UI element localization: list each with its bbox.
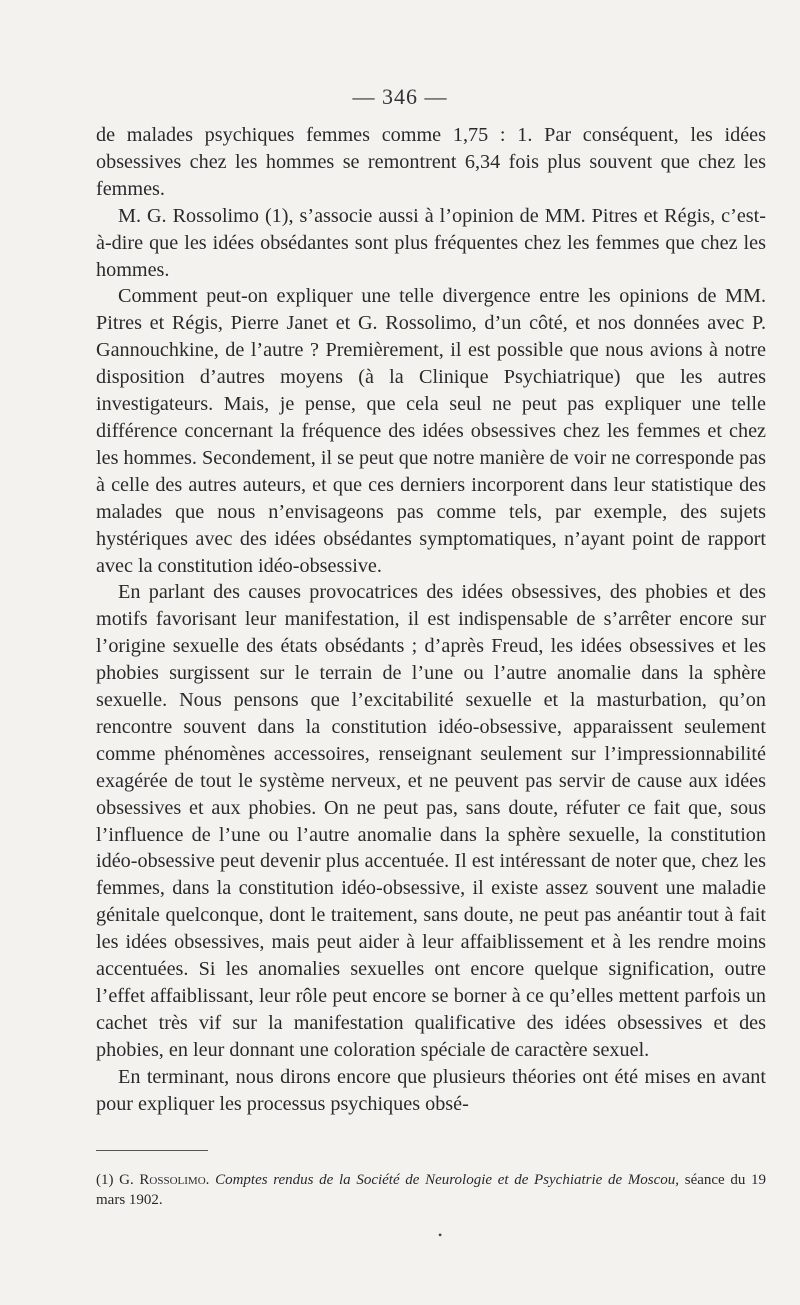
paragraph-4: En parlant des causes provocatrices des idées obsessives, des phobies et des motifs favorisant leur manifestation, il est indispensable de s’arrêter encore sur l’origine sexuelle des états obsédants ; d’après Freud, les idées obsessives et les phobies surgissent sur le terrain de l’une ou l’autre anomalie dans la sphère sexuelle. Nous pensons que l’excitabilité sexuelle et la masturbation, qu’on rencontre souvent dans la constitution idéo-obsessive, apparaissent seulement comme phénomènes accessoires, renseignant seulement sur l’impressionnabilité exagérée de tout le système nerveux, et ne peuvent pas servir de cause aux idées obsessives et aux phobies. On ne peut pas, sans doute, réfuter ce fait que, sous l’influence de l’une ou l’autre anomalie dans la sphère sexuelle, la constitution idéo-obsessive peut devenir plus accentuée. Il est intéressant de noter que, chez les femmes, dans la constitution idéo-obsessive, il existe assez souvent une maladie génitale quelconque, dont le traitement, sans doute, ne peut pas anéantir tout à fait les idées obsessives, mais peut aider à leur affaiblissement et à les rendre moins accentuées. Si les anomalies sexuelles ont encore quelque signification, outre l’effet affaiblissant, leur rôle peut encore se borner à ce qu’elles mettent parfois un cachet très vif sur la manifestation qualificative des idées obsessives et des phobies, en leur donnant une coloration spéciale de caractère sexuel. [96,581,766,1061]
footnote-title: Comptes rendus de la Société de Neurologie et de Psychiatrie de Moscou, [215,1172,680,1188]
paragraph-5: En terminant, nous dirons encore que plusieurs théories ont été mises en avant pour expliquer les processus psychiques obsé- [96,1065,766,1115]
paragraph-3: Comment peut-on expliquer une telle divergence entre les opinions de MM. Pitres et Régis, Pierre Janet et G. Rossolimo, d’un côté, et nos données avec P. Gannouchkine, de l’autre ? Premièrement, il est possible que nous avions à notre disposition d’autres moyens (à la Clinique Psychiatrique) que les autres investigateurs. Mais, je pense, que cela seul ne peut pas expliquer une telle différence concernant la fréquence des idées obsessives chez les femmes et chez les hommes. Secondement, il se peut que notre manière de voir ne corresponde pas à celle des autres auteurs, et que ces derniers incorporent dans leur statistique des malades que nous n’envisageons pas comme tels, par exemple, des sujets hystériques avec des idées obsédantes symptomatiques, n’ayant point de rapport avec la constitution idéo-obsessive. [96,285,766,577]
footnote-marker: (1) [96,1172,114,1188]
paragraph-1: de malades psychiques femmes comme 1,75 : 1. Par conséquent, les idées obsessives chez les hommes se remontrent 6,34 fois plus souvent que chez les femmes. [96,124,766,200]
footnote-details: séance du 19 mars 1902. [96,1172,767,1208]
body-text [96,122,766,1118]
footnote-author: G. Rossolimo. [119,1172,210,1188]
stray-print-mark: • [438,1228,443,1242]
footnote-divider [96,1150,208,1151]
paragraph-2: M. G. Rossolimo (1), s’associe aussi à l’opinion de MM. Pitres et Régis, c’est-à-dire que les idées obsédantes sont plus fréquentes chez les femmes que chez les hommes. [96,204,766,281]
footnote [96,1170,766,1210]
page-number: — 346 — [352,84,448,109]
